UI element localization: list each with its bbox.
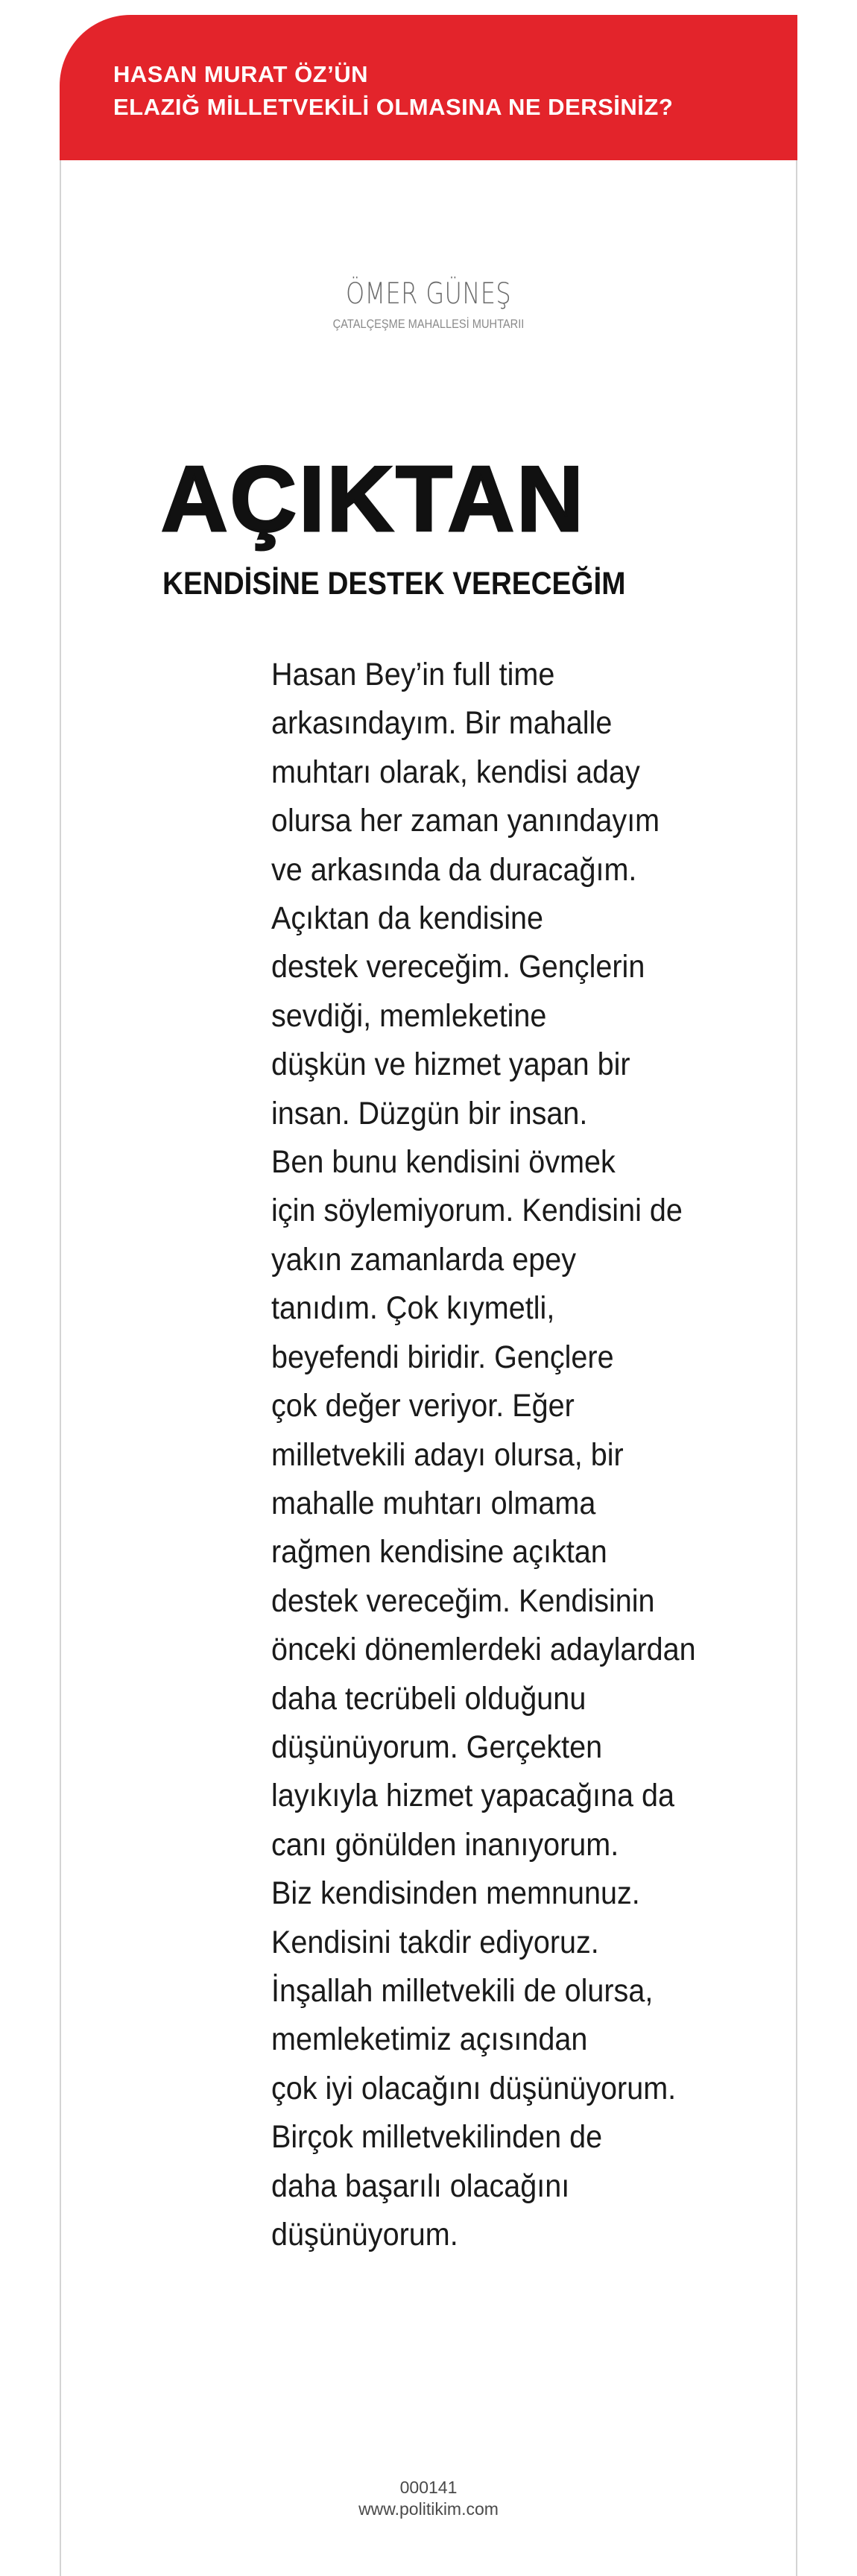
body-line: ve arkasında da duracağım. [271,851,637,888]
body-line: sevdiği, memleketine [271,997,547,1034]
body-line: yakın zamanlarda epey [271,1241,577,1278]
footer [0,2477,857,2520]
body-line: Birçok milletvekilinden de [271,2119,603,2156]
body-line: olursa her zaman yanındayım [271,803,660,839]
body-line: rağmen kendisine açıktan [271,1534,607,1570]
website-link[interactable]: www.politikim.com [358,2499,499,2519]
header-banner [60,15,797,160]
body-line: insan. Düzgün bir insan. [271,1095,588,1131]
author-block [0,277,857,332]
body-line: tanıdım. Çok kıymetli, [271,1290,555,1327]
body-line: arkasındayım. Bir mahalle [271,705,613,742]
author-title: ÇATALÇEŞME MAHALLESİ MUHTARII [332,317,525,331]
body-line: milletvekili adayı olursa, bir [271,1436,624,1473]
body-line: mahalle muhtarı olmama [271,1485,596,1521]
page-code: 000141 [399,2478,458,2497]
header-question-line-2: ELAZIĞ MİLLETVEKİLİ OLMASINA NE DERSİNİZ? [113,94,674,120]
subheadline: KENDİSİNE DESTEK VERECEĞİM [162,566,626,602]
body-line: önceki dönemlerdeki adaylardan [271,1632,696,1668]
body-line: destek vereceğim. Gençlerin [271,949,645,985]
frame-border-left [60,157,61,2576]
body-line: memleketimiz açısından [271,2021,588,2058]
body-line: Hasan Bey’in full time [271,657,555,692]
body-line: muhtarı olarak, kendisi aday [271,754,640,790]
article-body [271,651,748,2259]
body-line: çok iyi olacağını düşünüyorum. [271,2070,677,2106]
frame-border-right [796,157,797,2576]
body-line: layıkıyla hizmet yapacağına da [271,1778,674,1814]
author-name: ÖMER GÜNEŞ [345,277,512,311]
body-line: düşünüyorum. Gerçekten [271,1729,603,1765]
body-line: için söylemiyorum. Kendisini de [271,1193,683,1229]
body-line: daha başarılı olacağını [271,2168,570,2204]
body-line: Açıktan da kendisine [271,900,544,937]
body-line: Ben bunu kendisini övmek [271,1144,616,1181]
body-line: destek vereceğim. Kendisinin [271,1582,655,1619]
body-line: canı gönülden inanıyorum. [271,1826,619,1863]
header-question-line-1: HASAN MURAT ÖZ’ÜN [113,61,369,87]
body-line: İnşallah milletvekili de olursa, [271,1972,654,2009]
body-line: Kendisini takdir ediyoruz. [271,1924,599,1960]
body-line: düşkün ve hizmet yapan bir [271,1046,630,1083]
body-line: beyefendi biridir. Gençlere [271,1339,614,1375]
body-line: düşünüyorum. [271,2217,458,2253]
body-line: çok değer veriyor. Eğer [271,1388,575,1424]
headline: AÇIKTAN [161,448,586,551]
body-line: Biz kendisinden memnunuz. [271,1875,640,1912]
body-line: daha tecrübeli olduğunu [271,1680,586,1717]
